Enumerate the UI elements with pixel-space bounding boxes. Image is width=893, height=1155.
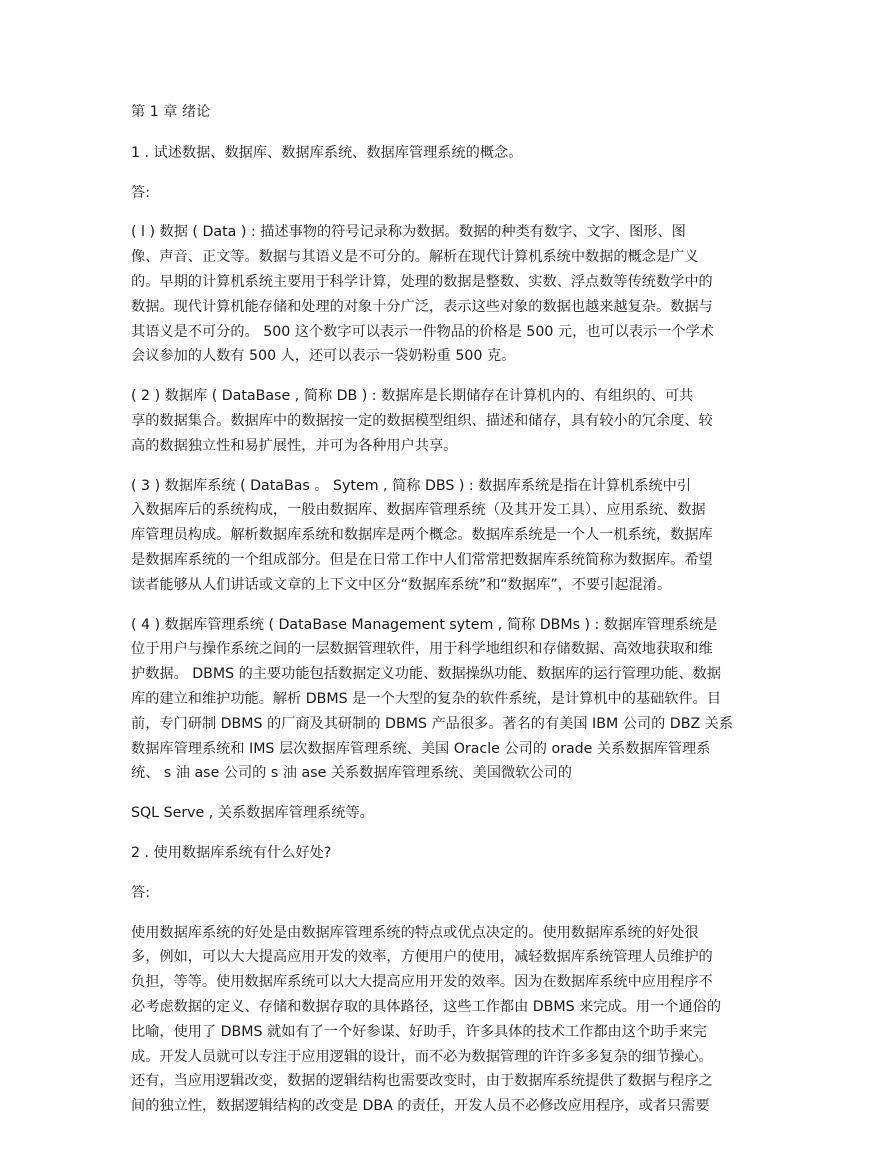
text-line: ( 3 ) 数据库系统 ( DataBas 。 Sytem , 简称 DBS ) : 数据库系统是指在计算机系统中引	[131, 477, 692, 494]
text-line: 读者能够从人们讲话或文章的上下文中区分“数据库系统”和“数据库”，不要引起混淆。	[131, 576, 672, 593]
paragraph-dbs-definition	[131, 474, 761, 598]
text-line: 像、声音、正文等。数据与其语义是不可分的。解析在现代计算机系统中数据的概念是广义	[131, 249, 699, 266]
text-line: 入数据库后的系统构成，一般由数据库、数据库管理系统（及其开发工具）、应用系统、数据	[131, 502, 706, 519]
text-line: 其语义是不可分的。 500 这个数字可以表示一件物品的价格是 500 元，也可以表示一个学术	[131, 323, 714, 340]
text-line: ( 2 ) 数据库 ( DataBase , 简称 DB ) : 数据库是长期储存在计算机内的、有组织的、可共	[131, 388, 694, 405]
text-line: 高的数据独立性和易扩展性，并可为各种用户共享。	[131, 437, 458, 454]
text-line: 享的数据集合。数据库中的数据按一定的数据模型组织、描述和储存，具有较小的冗余度、较	[131, 412, 713, 429]
text-line: 是数据库系统的一个组成部分。但是在日常工作中人们常常把数据库系统简称为数据库。希望	[131, 551, 713, 568]
text-line: 统、 s 油 ase 公司的 s 油 ase 关系数据库管理系统、美国微软公司的	[131, 765, 572, 782]
chapter-title: 第 1 章 绪论	[131, 104, 211, 120]
text-line: 前，专门研制 DBMS 的厂商及其研制的 DBMS 产品很多。著名的有美国 IBM 公司的 DBZ 关系	[131, 715, 734, 732]
text-line: 会议参加的人数有 500 人，还可以表示一袋奶粉重 500 克。	[131, 348, 516, 365]
text-line: SQL Serve , 关系数据库管理系统等。	[131, 805, 374, 822]
text-line: ( 4 ) 数据库管理系统 ( DataBase Management sytem , 简称 DBMs ) : 数据库管理系统是	[131, 616, 718, 633]
text-line: 必考虑数据的定义、存储和数据存取的具体路径，这些工作都由 DBMS 来完成。用一个通俗的	[131, 998, 722, 1015]
text-line: 使用数据库系统的好处是由数据库管理系统的特点或优点决定的。使用数据库系统的好处很	[131, 924, 699, 941]
text-line: 数据库管理系统和 IMS 层次数据库管理系统、美国 Oracle 公司的 orade 关系数据库管理系	[131, 740, 711, 757]
paragraph-database-definition	[131, 384, 761, 458]
question-1: 1 . 试述数据、数据库、数据库系统、数据库管理系统的概念。	[131, 144, 523, 161]
paragraph-data-definition	[131, 220, 761, 369]
text-line: 的。早期的计算机系统主要用于科学计算，处理的数据是整数、实数、浮点数等传统数学中的	[131, 273, 713, 290]
paragraph-dbms-definition	[131, 613, 761, 787]
paragraph-sql-server	[131, 801, 761, 826]
text-line: 护数据。 DBMS 的主要功能包括数据定义功能、数据操纵功能、数据库的运行管理功能、数据	[131, 666, 722, 683]
text-line: 比喻，使用了 DBMS 就如有了一个好参谋、好助手，许多具体的技术工作都由这个助手来完	[131, 1023, 707, 1040]
answer-label-1: 答:	[131, 184, 150, 201]
paragraph-benefits	[131, 921, 761, 1119]
text-line: 间的独立性，数据逻辑结构的改变是 DBA 的责任，开发人员不必修改应用程序，或者只需要	[131, 1098, 710, 1115]
text-line: 库的建立和维护功能。解析 DBMS 是一个大型的复杂的软件系统，是计算机中的基础软件。目	[131, 690, 722, 707]
text-line: 库管理员构成。解析数据库系统和数据库是两个概念。数据库系统是一个人一机系统，数据库	[131, 527, 713, 544]
text-line: 数据。现代计算机能存储和处理的对象十分广泛，表示这些对象的数据也越来越复杂。数据与	[131, 298, 713, 315]
answer-label-2: 答:	[131, 884, 150, 901]
text-line: 成。开发人员就可以专注于应用逻辑的设计，而不必为数据管理的许许多多复杂的细节操心。	[131, 1048, 713, 1065]
text-line: 多，例如，可以大大提高应用开发的效率，方便用户的使用，减轻数据库系统管理人员维护的	[131, 949, 713, 966]
document-page	[131, 100, 761, 1134]
text-line: ( l ) 数据 ( Data ) : 描述事物的符号记录称为数据。数据的种类有数字、文字、图形、图	[131, 224, 686, 241]
text-line: 还有，当应用逻辑改变，数据的逻辑结构也需要改变时，由于数据库系统提供了数据与程序之	[131, 1073, 713, 1090]
text-line: 位于用户与操作系统之间的一层数据管理软件，用于科学地组织和存储数据、高效地获取和维	[131, 641, 713, 658]
question-2: 2 . 使用数据库系统有什么好处?	[131, 844, 332, 861]
text-line: 负担，等等。使用数据库系统可以大大提高应用开发的效率。因为在数据库系统中应用程序不	[131, 974, 713, 991]
